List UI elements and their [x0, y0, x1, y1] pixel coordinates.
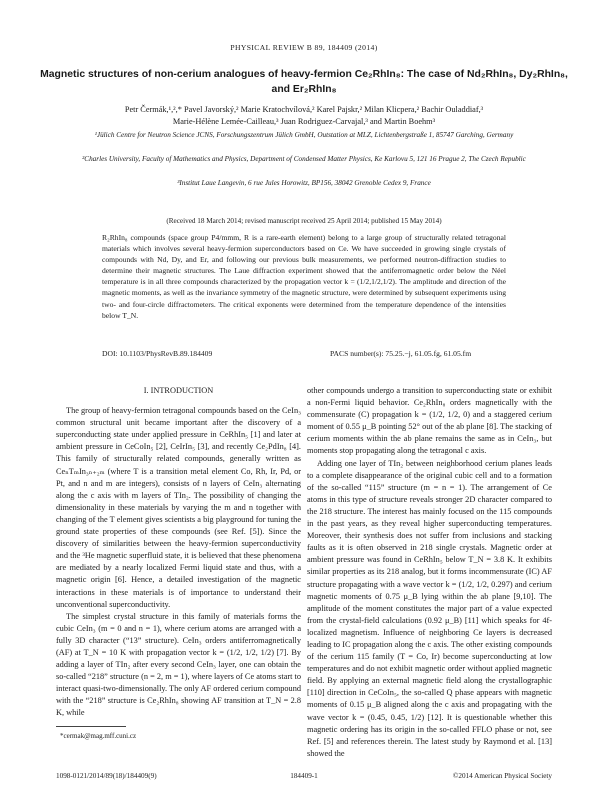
section-heading: I. INTRODUCTION: [143, 386, 214, 395]
pacs-numbers: PACS number(s): 75.25.−j, 61.05.fg, 61.05.fm: [330, 349, 472, 358]
paragraph: The simplest crystal structure in this family of materials forms the cubic CeIn₃ (m = 0 and n = 1), where cerium atoms are arranged with a fully 3D character (“13” structure). CeIn₃ orders antiferromagnetically (AF) at T_N = 10 K with propagation vector k = (1/2, 1/2, 1/2) [7]. By adding a layer of TIn₂ after every second CeIn₃ layer, one can obtain the so-called “218” structure (n = 2, m = 1), where layers of Ce atoms start to interact quasi-two-dimensionally. The only AF ordered cerium compound with the “218” structure is Ce₂RhIn₈ showing AF transition at T_N = 2.8 K, while: [56, 611, 301, 718]
author-line-2: Marie-Hélène Lemée-Cailleau,³ Juan Rodriguez-Carvajal,³ and Martin Boehm³: [172, 116, 436, 126]
paragraph: other compounds undergo a transition to superconducting state or exhibit a non-Fermi liquid behavior. Ce₂RhIn₈ orders magnetically with the commensurate (C) propagation k = (1/2, 1/2, 0) and a staggered cerium moment of 0.55 μ_B pointing 52° out of the ab plane [8]. The stacking of cerium moments within the ab plane remains the same as in CeIn₃, but moments stop propagating along the tetragonal c axis.: [307, 386, 552, 456]
author-line-1: Petr Čermák,¹,²,* Pavel Javorský,² Marie Kratochvílová,² Karel Pajskr,² Milan Klicpera,² Bachir Ouladdiaf,³: [124, 105, 484, 114]
abstract: R₂RhIn₈ compounds (space group P4/mmm, R is a rare-earth element) belong to a large group of structurally related tetragonal materials which involves several heavy-fermion superconductors based on Ce. We have succeeded in growing single crystals of compounds with Nd, Dy, and Er, and following our previous bulk measurements, we performed neutron-diffraction studies to determine their magnetic structures. The Laue diffraction experiment showed that the antiferromagnetic order below the Néel temperature is in all three compounds characterized by the propagation vector k = (1/2,1/2,1/2). The amplitude and direction of the magnetic moments, as well as the invariance symmetry of the magnetic structure, were determined by subsequent experiments using two- and four-circle diffractometers. The critical exponents were determined from the temperature dependence of the intensities below T_N.: [102, 233, 506, 320]
author-list: [52, 104, 556, 127]
affiliation-2: ²Charles University, Faculty of Mathematics and Physics, Department of Condensed Matter Physics, Ke Karlovu 5, 121 16 Prague 2, The Czech Republic: [82, 155, 526, 163]
footnote-divider: [56, 726, 126, 727]
doi-link[interactable]: DOI: 10.1103/PhysRevB.89.184409: [102, 349, 213, 358]
paragraph: The group of heavy-fermion tetragonal compounds based on the CeIn₃ common structural unit became important after the discovery of a superconducting state under applied pressure in CeRhIn₅ [1] and later at ambient pressure in CeCoIn₅ [2], CeIrIn₅ [3], and recently Ce₂PdIn₈ [4]. This family of structurally related compounds, generally written as CeₙTₘIn₃ₙ₊₂ₘ (where T is a transition metal element Co, Rh, Ir, Pd, or Pt, and n and m are integers), consists of n layers of CeIn₃ alternating along the c axis with m layers of TIn₂. The possibility of changing the dimensionality in these materials by varying the m and n together with changing of the T element gives scientists a big playground for tuning the ground state properties of these compounds (see Ref. [5]). Since the discovery of similarities between the heavy-fermion superconductivity and the ³He magnetic superfluid state, it is believed that these phenomena are mediated by a nearly localized Fermi liquid state and thus, with a magnetic origin [6]. Hence, a detailed investigation of the magnetic interactions in these materials is of importance to understand their unconventional superconductivity.: [56, 406, 301, 609]
left-column: [56, 385, 301, 720]
paragraph: Adding one layer of TIn₂ between neighborhood cerium planes leads to a complete disappearance of the original cubic cell and to a formation of the so-called “115” structure (m = n = 1). The arrangement of Ce atoms in this type of structure reveals stronger 2D character compared to the 218 structure. The interest has mainly focused on the 115 compounds in the past years, as they reveal higher superconducting temperatures. Moreover, their synthesis does not suffer from inclusions and stacking faults as it is often observed in 218 single crystals. Magnetic order at ambient pressure was found in CeRhIn₅ below T_N = 3.8 K. It exhibits similar properties as its 218 analog, but it forms incommensurate (IC) AF structure propagating with a wave vector k = (1/2, 1/2, 0.297) and cerium magnetic moments of 0.75 μ_B lying within the ab plane [9,10]. The amplitude of the moment constitutes the major part of a value expected from the crystal-field calculations (0.92 μ_B) [11] which speaks for 4f-localized magnetism. Influence of neighboring Ce layers is decreased leading to IC propagation along the c axis. The other existing compounds of the cerium 115 family (T = Co, Ir) become superconducting at low temperatures and do not exhibit magnetic order without applied magnetic field. By applying an external magnetic field along the crystallographic [110] direction in CeCoIn₅, the so-called Q phase appears with magnetic moments of 0.15 μ_B aligned along the c axis and propagating with the wave vector k = (0.45, 0.45, 1/2) [12]. It is questionable whether this magnetic ordering has its origin in the so-called FFLO phase or not, see Ref. [5] and references therein. The latest study by Raymond et al. [13] showed the: [307, 458, 552, 758]
affiliation-1: ¹Jülich Centre for Neutron Science JCNS, Forschungszentrum Jülich GmbH, Outstation at MLZ, Lichtenbergstraße 1, 85747 Garching, Germany: [94, 131, 514, 139]
footer-issn: 1098-0121/2014/89(18)/184409(9): [56, 772, 157, 780]
footnote-email[interactable]: *cermak@mag.mff.cuni.cz: [60, 732, 137, 740]
paper-title: Magnetic structures of non-cerium analogues of heavy-fermion Ce₂RhIn₈: The case of Nd₂RhIn₈, Dy₂RhIn₈, and Er₂RhIn₈: [40, 69, 568, 95]
affiliation-3: ³Institut Laue Langevin, 6 rue Jules Horowitz, BP156, 38042 Grenoble Cedex 9, France: [177, 179, 431, 187]
page-number: 184409-1: [290, 772, 318, 780]
journal-header: PHYSICAL REVIEW B 89, 184409 (2014): [230, 43, 378, 52]
right-column: [307, 385, 552, 760]
received-dates: (Received 18 March 2014; revised manuscript received 25 April 2014; published 15 May 2014): [166, 217, 442, 225]
footer-copyright: ©2014 American Physical Society: [452, 772, 552, 780]
